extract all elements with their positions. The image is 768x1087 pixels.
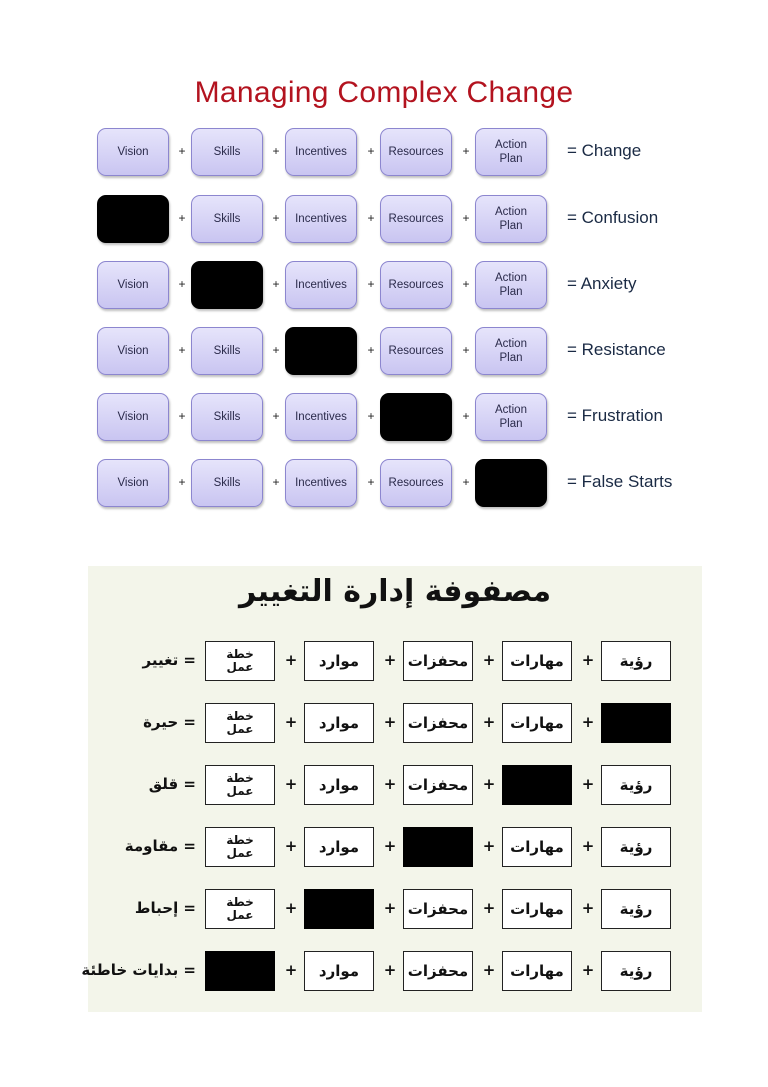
missing-factor-box <box>205 951 275 991</box>
outcome-label: = Frustration <box>567 406 663 425</box>
plus-sign: + <box>462 409 470 423</box>
factor-box: خطة عمل <box>205 703 275 743</box>
outcome-label: = Change <box>567 141 642 160</box>
factor-box: Action Plan <box>475 261 547 309</box>
outcome-label: = تغيير <box>142 651 196 669</box>
factor-box: مهارات <box>502 951 572 991</box>
plus-sign: + <box>272 211 280 225</box>
plus-sign: + <box>284 713 298 731</box>
missing-factor-box <box>403 827 473 867</box>
factor-box: خطة عمل <box>205 641 275 681</box>
factor-box: خطة عمل <box>205 827 275 867</box>
plus-sign: + <box>367 409 375 423</box>
factor-box: Vision <box>97 393 169 441</box>
outcome-label: = قلق <box>148 775 196 793</box>
factor-box: رؤية <box>601 641 671 681</box>
plus-sign: + <box>482 837 496 855</box>
plus-sign: + <box>383 899 397 917</box>
factor-box: رؤية <box>601 951 671 991</box>
plus-sign: + <box>284 775 298 793</box>
outcome-label: = إحباط <box>134 899 196 917</box>
plus-sign: + <box>383 775 397 793</box>
plus-sign: + <box>178 343 186 357</box>
factor-box: Incentives <box>285 195 357 243</box>
plus-sign: + <box>284 899 298 917</box>
factor-box: رؤية <box>601 827 671 867</box>
factor-box: Skills <box>191 195 263 243</box>
plus-sign: + <box>272 475 280 489</box>
factor-box: موارد <box>304 703 374 743</box>
missing-factor-box: Vision <box>97 195 169 243</box>
missing-factor-box: Skills <box>191 261 263 309</box>
arabic-row <box>88 641 702 685</box>
plus-sign: + <box>383 651 397 669</box>
plus-sign: + <box>367 211 375 225</box>
english-title: Managing Complex Change <box>194 76 574 109</box>
plus-sign: + <box>462 211 470 225</box>
factor-box: موارد <box>304 765 374 805</box>
plus-sign: + <box>581 837 595 855</box>
outcome-label: = False Starts <box>567 472 673 491</box>
arabic-row <box>88 827 702 871</box>
plus-sign: + <box>482 713 496 731</box>
factor-box: محفزات <box>403 703 473 743</box>
factor-box: Skills <box>191 459 263 507</box>
plus-sign: + <box>178 211 186 225</box>
factor-box: مهارات <box>502 641 572 681</box>
factor-box: Skills <box>191 327 263 375</box>
factor-box: Resources <box>380 459 452 507</box>
plus-sign: + <box>581 899 595 917</box>
factor-box: محفزات <box>403 889 473 929</box>
outcome-label: = بدايات خاطئة <box>81 961 196 979</box>
plus-sign: + <box>462 277 470 291</box>
plus-sign: + <box>462 144 470 158</box>
plus-sign: + <box>482 651 496 669</box>
factor-box: Resources <box>380 128 452 176</box>
arabic-row <box>81 951 702 995</box>
factor-box: موارد <box>304 827 374 867</box>
outcome-label: = Confusion <box>567 208 659 227</box>
factor-box: خطة عمل <box>205 889 275 929</box>
english-row <box>97 195 717 247</box>
factor-box: Vision <box>97 327 169 375</box>
factor-box: رؤية <box>601 889 671 929</box>
plus-sign: + <box>272 144 280 158</box>
plus-sign: + <box>367 277 375 291</box>
plus-sign: + <box>581 651 595 669</box>
outcome-label: = مقاومة <box>124 837 196 855</box>
plus-sign: + <box>178 277 186 291</box>
factor-box: محفزات <box>403 641 473 681</box>
factor-box: Vision <box>97 261 169 309</box>
plus-sign: + <box>367 144 375 158</box>
factor-box: خطة عمل <box>205 765 275 805</box>
factor-box: مهارات <box>502 703 572 743</box>
factor-box: Vision <box>97 459 169 507</box>
plus-sign: + <box>272 409 280 423</box>
arabic-title: مصفوفة إدارة التغيير <box>238 574 552 609</box>
plus-sign: + <box>367 343 375 357</box>
factor-box: Action Plan <box>475 128 547 176</box>
missing-factor-box <box>304 889 374 929</box>
plus-sign: + <box>462 343 470 357</box>
arabic-row <box>88 889 702 933</box>
plus-sign: + <box>178 475 186 489</box>
arabic-row <box>88 765 702 809</box>
outcome-label: = حيرة <box>143 713 196 731</box>
factor-box: Vision <box>97 128 169 176</box>
factor-box: موارد <box>304 951 374 991</box>
factor-box: Incentives <box>285 128 357 176</box>
plus-sign: + <box>178 144 186 158</box>
plus-sign: + <box>462 475 470 489</box>
factor-box: مهارات <box>502 827 572 867</box>
plus-sign: + <box>272 277 280 291</box>
missing-factor-box: Action Plan <box>475 459 547 507</box>
factor-box: Incentives <box>285 459 357 507</box>
plus-sign: + <box>581 961 595 979</box>
plus-sign: + <box>482 961 496 979</box>
factor-box: محفزات <box>403 951 473 991</box>
factor-box: محفزات <box>403 765 473 805</box>
plus-sign: + <box>383 713 397 731</box>
factor-box: Action Plan <box>475 393 547 441</box>
factor-box: Action Plan <box>475 195 547 243</box>
plus-sign: + <box>383 961 397 979</box>
plus-sign: + <box>284 837 298 855</box>
plus-sign: + <box>284 651 298 669</box>
outcome-label: = Anxiety <box>567 274 637 293</box>
missing-factor-box <box>601 703 671 743</box>
missing-factor-box <box>502 765 572 805</box>
plus-sign: + <box>178 409 186 423</box>
outcome-label: = Resistance <box>567 340 666 359</box>
english-row <box>97 393 717 445</box>
factor-box: Incentives <box>285 393 357 441</box>
plus-sign: + <box>581 713 595 731</box>
arabic-row <box>88 703 702 747</box>
factor-box: Incentives <box>285 261 357 309</box>
english-row <box>97 459 717 511</box>
arabic-panel <box>81 566 702 1012</box>
plus-sign: + <box>482 775 496 793</box>
factor-box: Resources <box>380 327 452 375</box>
plus-sign: + <box>367 475 375 489</box>
factor-box: موارد <box>304 641 374 681</box>
plus-sign: + <box>383 837 397 855</box>
missing-factor-box: Incentives <box>285 327 357 375</box>
english-row <box>97 327 717 379</box>
factor-box: Resources <box>380 195 452 243</box>
missing-factor-box: Resources <box>380 393 452 441</box>
factor-box: رؤية <box>601 765 671 805</box>
factor-box: Skills <box>191 128 263 176</box>
plus-sign: + <box>272 343 280 357</box>
factor-box: Resources <box>380 261 452 309</box>
english-row <box>97 261 717 313</box>
plus-sign: + <box>581 775 595 793</box>
factor-box: مهارات <box>502 889 572 929</box>
plus-sign: + <box>482 899 496 917</box>
factor-box: Skills <box>191 393 263 441</box>
plus-sign: + <box>284 961 298 979</box>
english-row <box>97 128 717 180</box>
factor-box: Action Plan <box>475 327 547 375</box>
